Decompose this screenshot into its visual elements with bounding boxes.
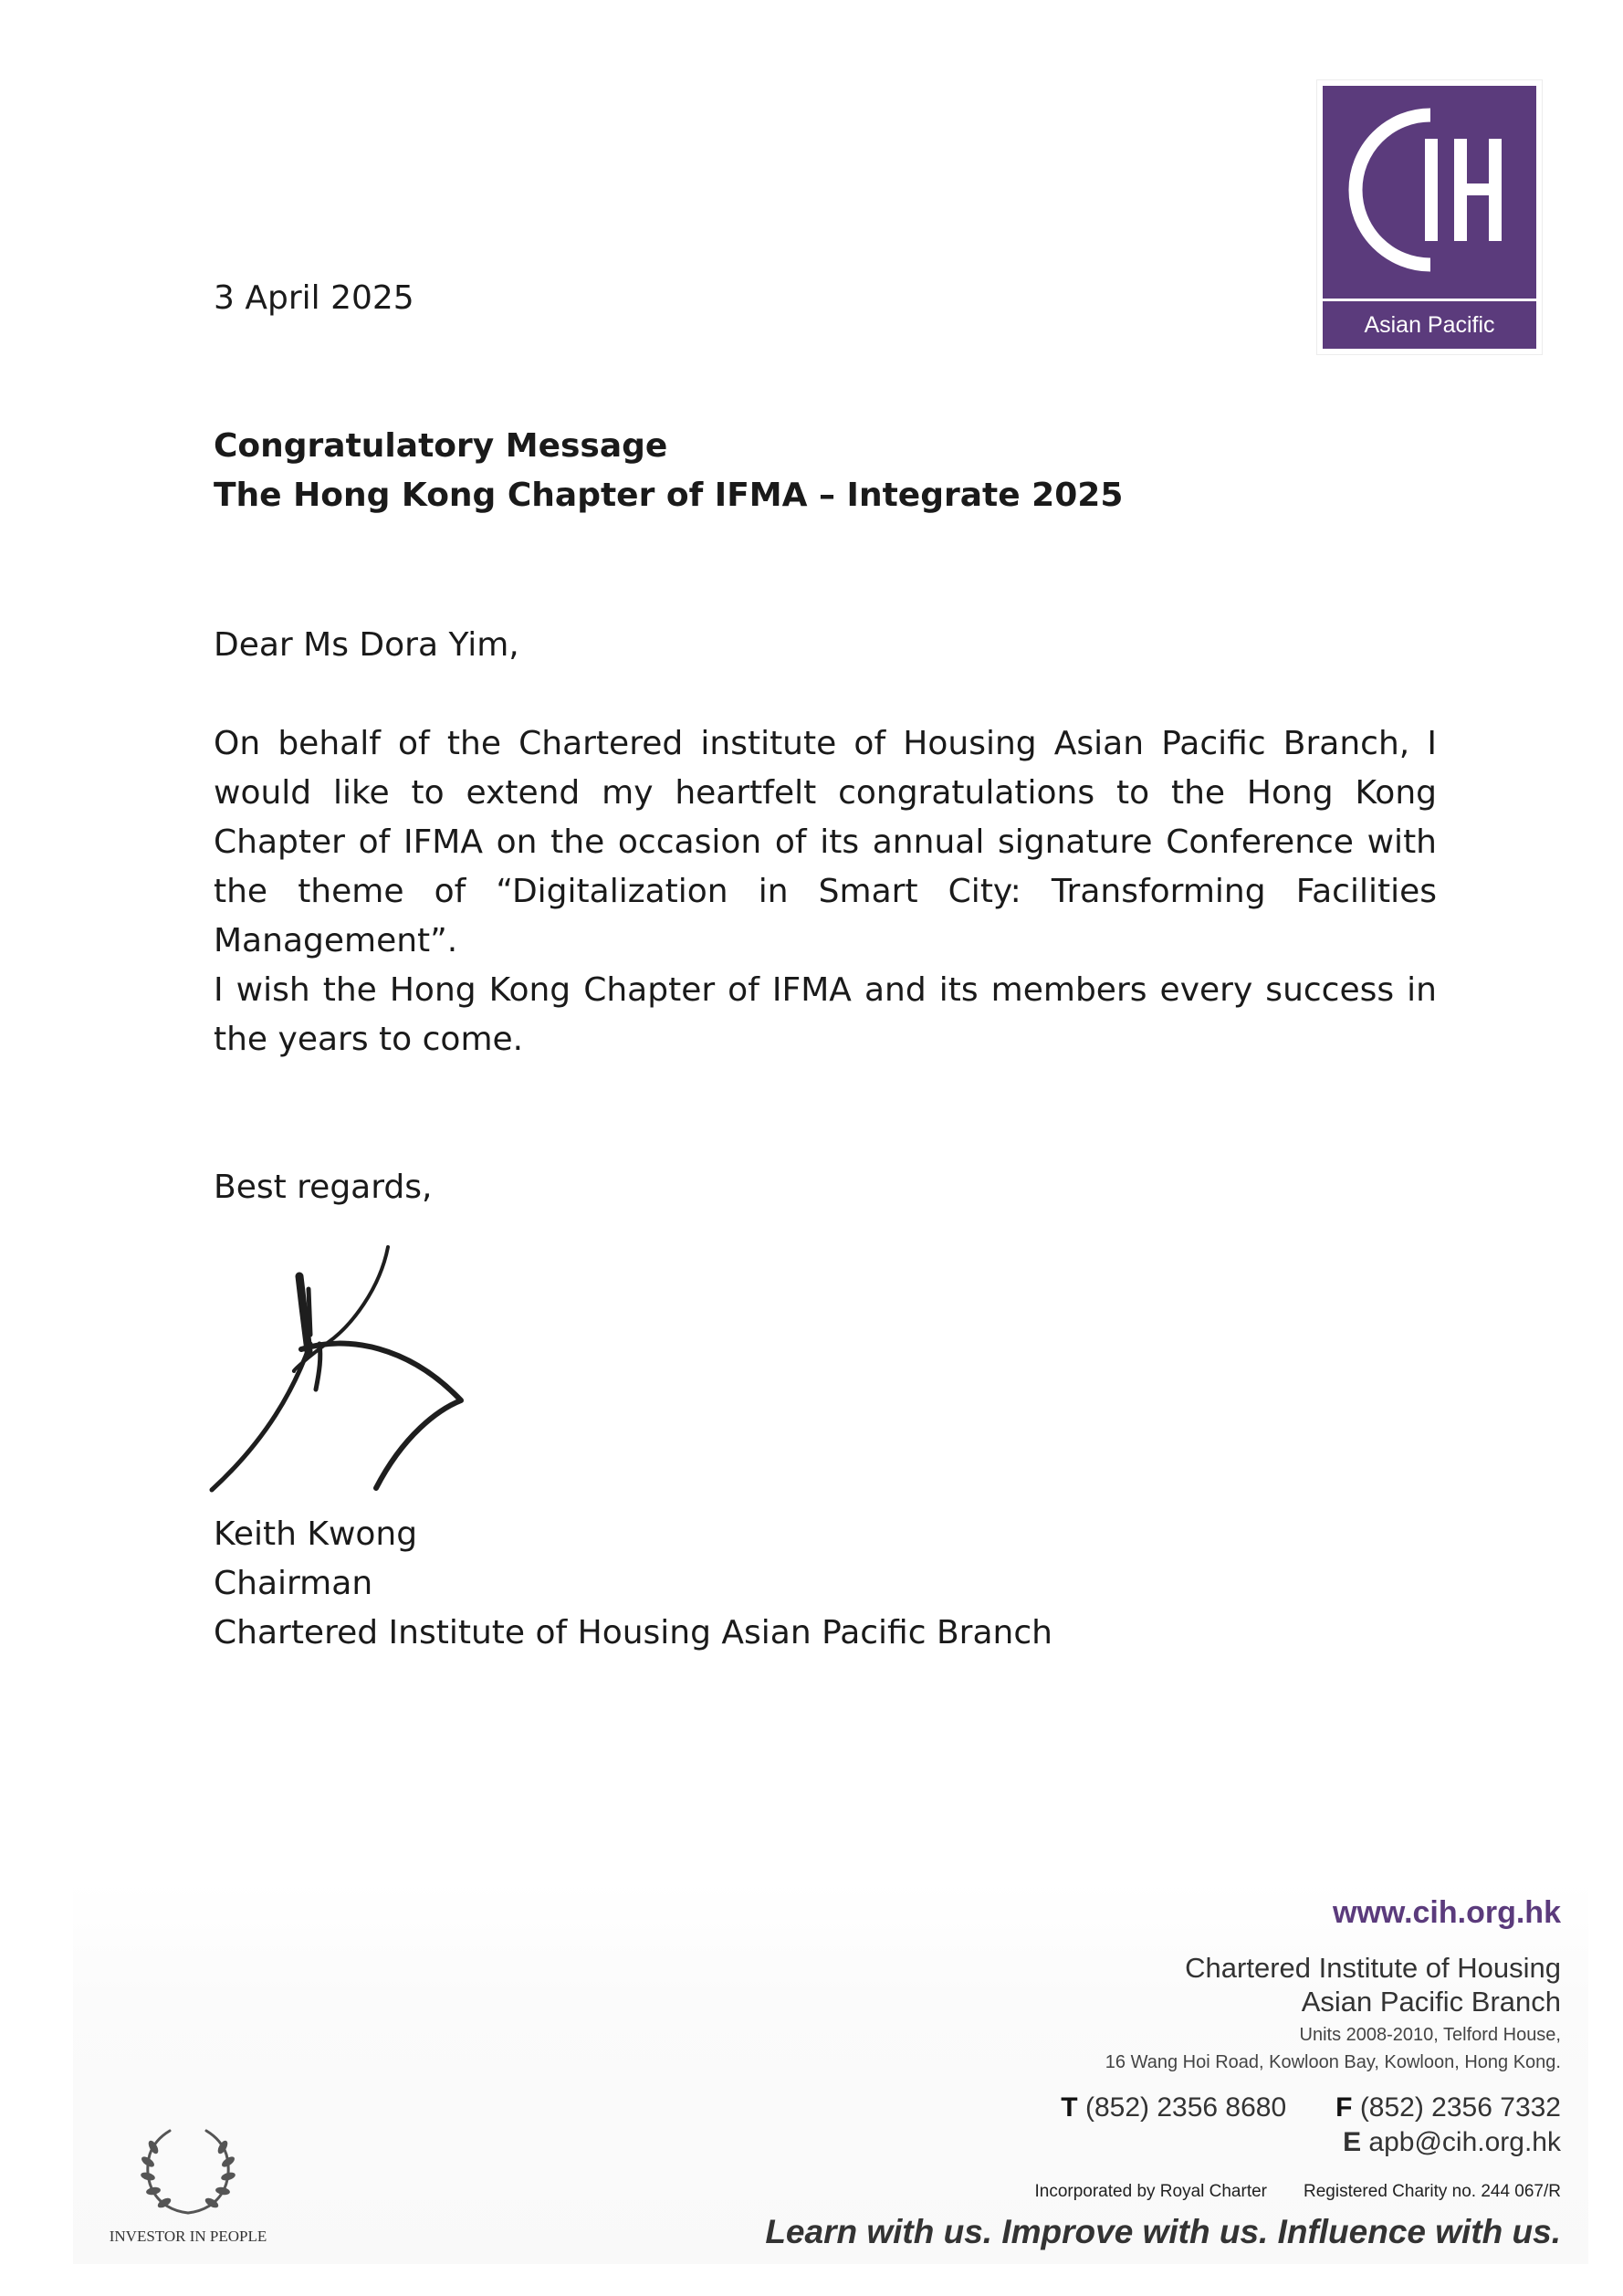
signer-name: Keith Kwong: [214, 1515, 418, 1553]
footer-email: [1343, 2127, 1561, 2158]
royal-charter: Incorporated by Royal Charter: [1034, 2182, 1267, 2201]
footer-tagline: Learn with us. Improve with us. Influence with us.: [765, 2213, 1561, 2250]
salutation: Dear Ms Dora Yim,: [214, 626, 519, 664]
subject-line-2: The Hong Kong Chapter of IFMA – Integrate 2025: [214, 477, 1124, 514]
investor-in-people-label: INVESTOR IN PEOPLE: [109, 2228, 267, 2245]
paragraph-1: On behalf of the Chartered institute of Housing Asian Pacific Branch, I would like to extend my heartfelt congratulations to the Hong Kong Chapter of IFMA on the occasion of its annual signature Conference with the theme of “Digitalization in Smart City: Transforming Facilities Management”.: [214, 725, 1437, 959]
paragraph-2: I wish the Hong Kong Chapter of IFMA and its members every success in the years to come.: [214, 971, 1437, 1058]
letter-subject: [214, 422, 1123, 520]
registered-charity: Registered Charity no. 244 067/R: [1304, 2182, 1561, 2201]
footer-address-line-2: 16 Wang Hoi Road, Kowloon Bay, Kowloon, Hong Kong.: [1105, 2052, 1561, 2072]
letter-date: 3 April 2025: [214, 279, 414, 317]
closing: Best regards,: [214, 1169, 433, 1206]
tel-number: (852) 2356 8680: [1084, 2092, 1287, 2123]
email-label: E: [1343, 2127, 1362, 2157]
email-address[interactable]: apb@cih.org.hk: [1368, 2127, 1561, 2157]
cih-logo-mark-icon: [1343, 99, 1516, 281]
logo-background: [1323, 86, 1536, 349]
signer-title: Chairman: [214, 1565, 373, 1602]
logo-band-label: Asian Pacific: [1323, 299, 1536, 349]
cih-logo: [1317, 80, 1542, 354]
footer-org-line-1: Chartered Institute of Housing: [1185, 1952, 1561, 1984]
laurel-wreath-icon: [88, 2118, 288, 2223]
subject-line-1: Congratulatory Message: [214, 427, 668, 465]
footer-org-line-2: Asian Pacific Branch: [1301, 1986, 1561, 2018]
fax-number: (852) 2356 7332: [1359, 2092, 1561, 2123]
footer-legal: [1034, 2182, 1561, 2202]
website-link[interactable]: www.cih.org.hk: [1333, 1895, 1561, 1930]
signature-icon: [164, 1234, 520, 1499]
tel-label: T: [1061, 2092, 1078, 2123]
footer-address-line-1: Units 2008-2010, Telford House,: [1299, 2025, 1561, 2045]
fax-label: F: [1335, 2092, 1353, 2123]
footer-phone-fax: [1061, 2092, 1561, 2123]
signer-organization: Chartered Institute of Housing Asian Pacific Branch: [214, 1614, 1052, 1651]
investor-in-people-logo: [88, 2118, 288, 2255]
signer-block: [214, 1510, 1052, 1658]
